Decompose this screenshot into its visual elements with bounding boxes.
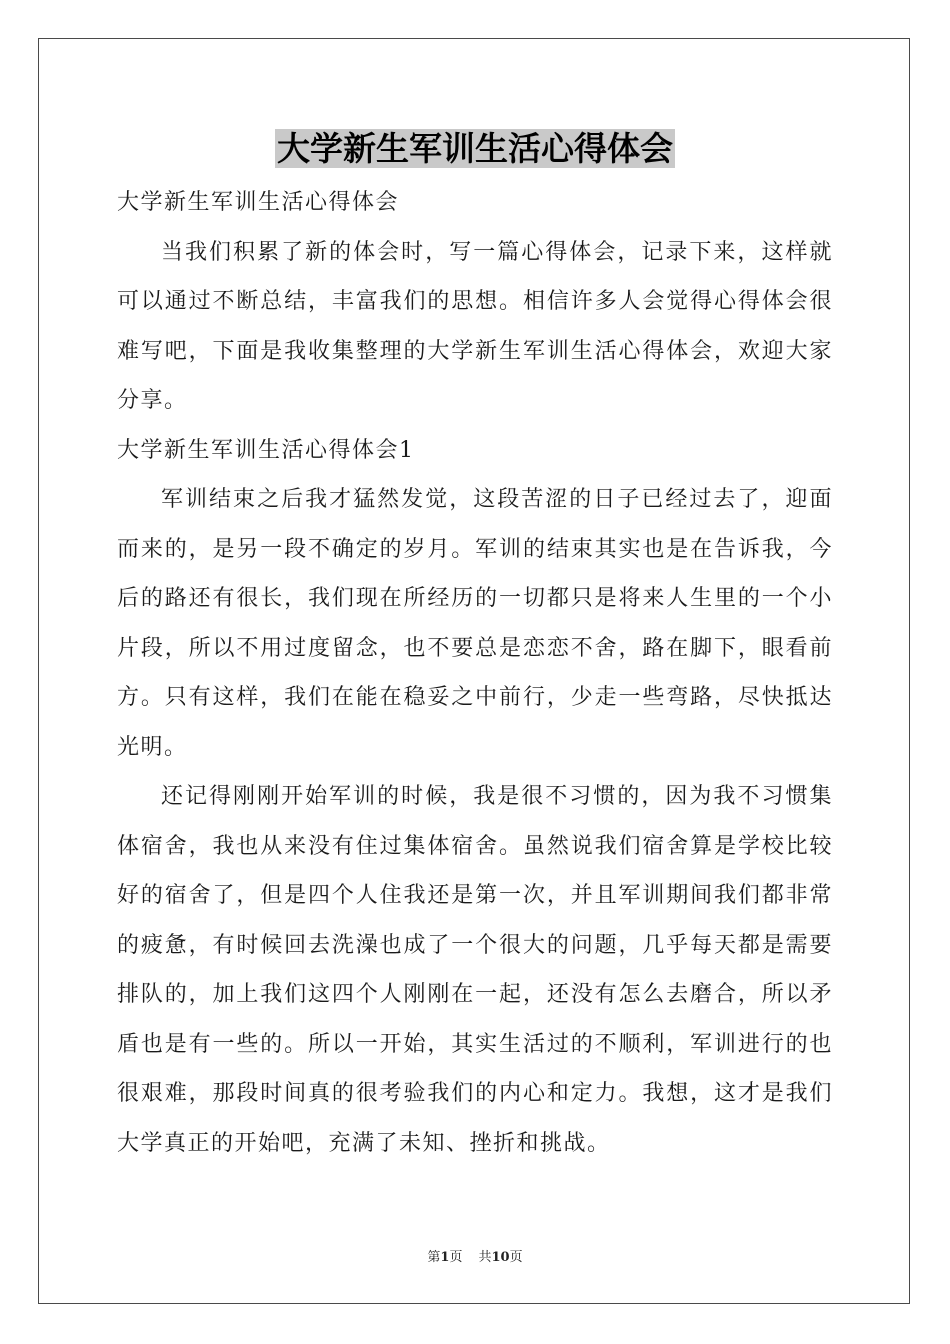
body-paragraph: 当我们积累了新的体会时，写一篇心得体会，记录下来，这样就可以通过不断总结，丰富我们的思想。相信许多人会觉得心得体会很难写吧，下面是我收集整理的大学新生军训生活心得体会，欢迎大家分享。	[117, 239, 833, 413]
document-title	[0, 124, 950, 174]
document-title-text: 大学新生军训生活心得体会	[277, 129, 673, 168]
section-heading: 大学新生军训生活心得体会1	[117, 437, 415, 463]
body-heading: 大学新生军训生活心得体会	[117, 190, 400, 215]
page-footer	[0, 1246, 950, 1265]
total-pages: 10	[491, 1250, 510, 1265]
body-paragraph: 军训结束之后我才猛然发觉，这段苦涩的日子已经过去了，迎面而来的，是另一段不确定的岁月。军训的结束其实也是在告诉我，今后的路还有很长，我们现在所经历的一切都只是将来人生里的一个小片段，所以不用过度留念，也不要总是恋恋不舍，路在脚下，眼看前方。只有这样，我们在能在稳妥之中前行，少走一些弯路，尽快抵达光明。	[117, 487, 833, 760]
body-paragraph: 还记得刚刚开始军训的时候，我是很不习惯的，因为我不习惯集体宿舍，我也从来没有住过集体宿舍。虽然说我们宿舍算是学校比较好的宿舍了，但是四个人住我还是第一次，并且军训期间我们都非常的疲惫，有时候回去洗澡也成了一个很大的问题，几乎每天都是需要排队的，加上我们这四个人刚刚在一起，还没有怎么去磨合，所以矛盾也是有一些的。所以一开始，其实生活过的不顺利，军训进行的也很艰难，那段时间真的很考验我们的内心和定力。我想，这才是我们大学真正的开始吧，充满了未知、挫折和挑战。	[117, 784, 833, 1156]
total-suffix: 页	[509, 1250, 523, 1265]
document-body	[117, 178, 833, 1168]
page-prefix: 第	[427, 1250, 441, 1265]
total-prefix: 共	[478, 1250, 492, 1265]
page-number: 1	[440, 1250, 450, 1265]
page-suffix: 页	[449, 1250, 463, 1265]
